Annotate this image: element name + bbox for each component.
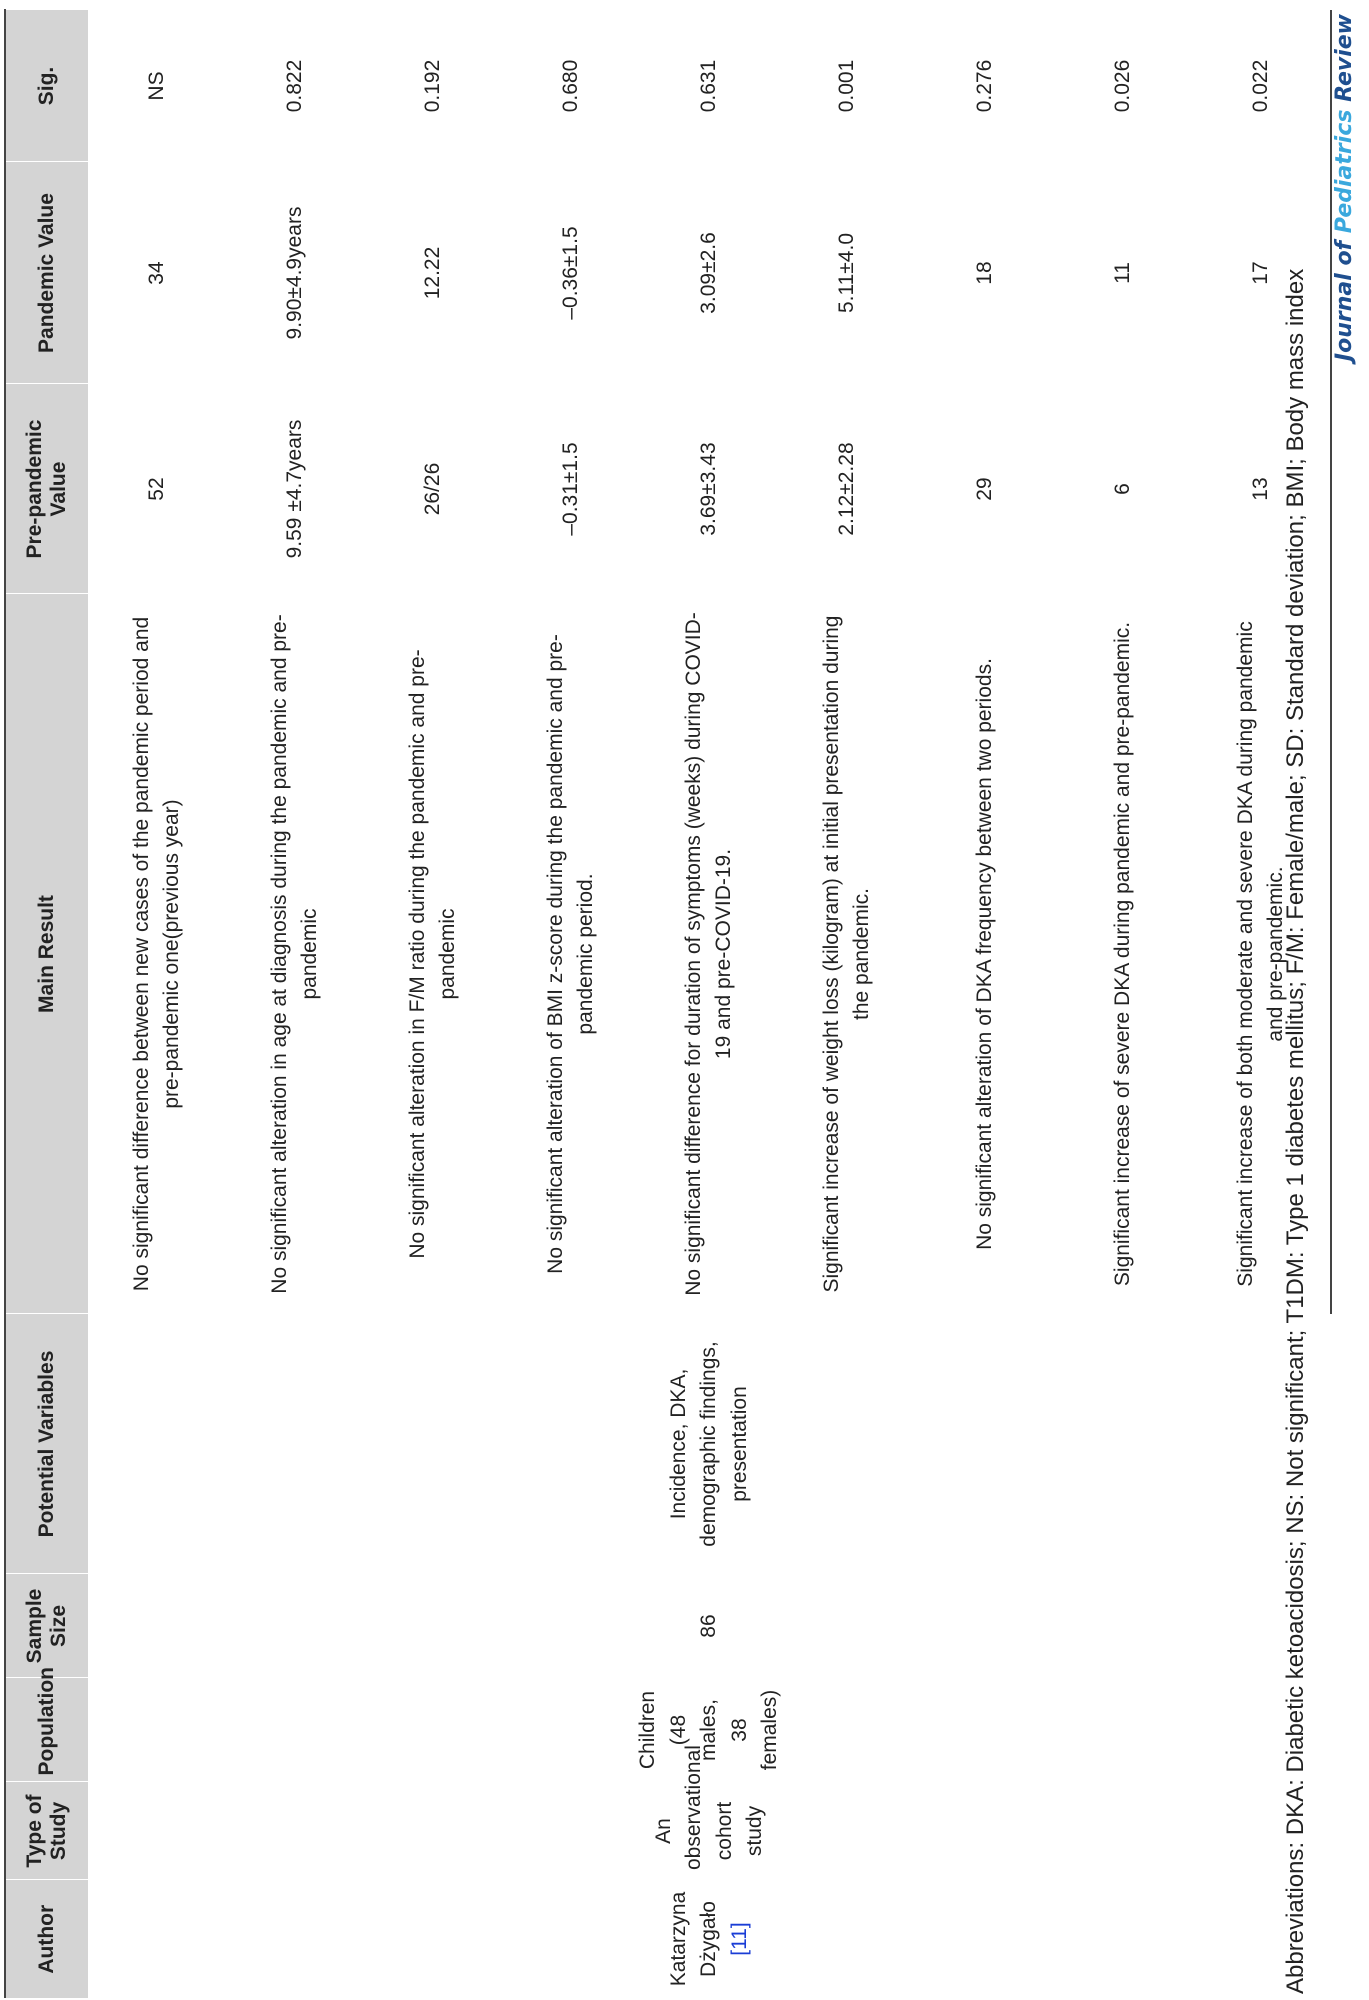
sig-cell: 0.022 bbox=[1192, 10, 1331, 162]
table-row bbox=[88, 10, 226, 1998]
pandemic-value-cell: 12.22 bbox=[420, 246, 444, 300]
pre-pandemic-value-cell: 13 bbox=[1192, 384, 1331, 594]
potential-variables-cell: Incidence, DKA, demographic findings, presentation bbox=[666, 1341, 751, 1547]
pre-pandemic-value-cell: 29 bbox=[972, 477, 996, 501]
main-result-cell: Significant increase of both moderate and severe DKA during pandemic and pre-pandemic. bbox=[1192, 594, 1331, 1314]
main-result-cell: Significant increase of severe DKA during pandemic and pre-pandemic. bbox=[1110, 621, 1134, 1287]
pre-pandemic-value-cell: 6 bbox=[1110, 483, 1134, 495]
header-sample-size: Sample Size bbox=[5, 1574, 88, 1678]
pre-pandemic-value-cell: 9.59 ±4.7years bbox=[282, 419, 306, 559]
pandemic-value-cell: 5.11±4.0 bbox=[834, 232, 858, 314]
pandemic-value-cell: 18 bbox=[972, 261, 996, 285]
header-author: Author bbox=[5, 1880, 88, 1998]
author-cell bbox=[88, 1880, 1331, 1998]
abbreviations-footnote: Abbreviations: DKA: Diabetic ketoacidosis; NS: Not significant; T1DM: Type 1 diabetes mellitus; F/M: Female/male; SD: Standard deviation; BMI; Body mass index bbox=[1282, 268, 1309, 1994]
sig-cell: 0.822 bbox=[282, 59, 306, 113]
sig-cell: 0.680 bbox=[558, 59, 582, 113]
type-of-study-cell: An observational cohort study bbox=[651, 1745, 766, 1870]
header-pre-pandemic-value: Pre-pandemic Value bbox=[5, 384, 88, 594]
journal-logo-prefix: Journal of bbox=[1332, 233, 1357, 362]
sig-cell: NS bbox=[144, 71, 168, 101]
population-cell: Children (48 males, 38 females) bbox=[636, 1689, 782, 1771]
header-main-result: Main Result bbox=[5, 594, 88, 1314]
pre-pandemic-value-cell: 52 bbox=[144, 477, 168, 501]
main-result-cell: No significant alteration of BMI z-score during the pandemic and pre-pandemic period. bbox=[543, 634, 597, 1274]
journal-logo-accent: Pediatrics bbox=[1332, 109, 1357, 234]
sig-cell: 0.026 bbox=[1110, 59, 1134, 113]
pre-pandemic-value-cell: 26/26 bbox=[420, 462, 444, 516]
pandemic-value-cell: 9.90±4.9years bbox=[282, 206, 306, 340]
main-result-cell: No significant alteration in age at diagnosis during the pandemic and pre-pandemic bbox=[267, 614, 321, 1294]
header-potential-variables: Potential Variables bbox=[5, 1314, 88, 1574]
pandemic-value-cell: 17 bbox=[1192, 162, 1331, 384]
pre-pandemic-value-cell: 2.12±2.28 bbox=[834, 442, 858, 536]
main-result-cell: No significant difference for duration of symptoms (weeks) during COVID-19 and pre-COVID-19. bbox=[681, 612, 735, 1296]
citation-link[interactable]: [11] bbox=[727, 1922, 751, 1956]
sample-size-cell: 86 bbox=[697, 1614, 721, 1638]
pandemic-value-cell: 11 bbox=[1110, 262, 1134, 284]
sig-cell: 0.192 bbox=[420, 59, 444, 113]
header-type-of-study: Type of Study bbox=[5, 1782, 88, 1880]
results-table bbox=[4, 10, 1332, 1999]
header-sig: Sig. bbox=[5, 10, 88, 162]
main-result-cell: No significant alteration of DKA frequency between two periods. bbox=[972, 658, 996, 1250]
main-result-cell: Significant increase of weight loss (kilogram) at initial presentation during the pandemic. bbox=[819, 615, 873, 1293]
journal-logo bbox=[1332, 14, 1357, 361]
sig-cell: 0.001 bbox=[834, 59, 858, 113]
main-result-cell: No significant alteration in F/M ratio during the pandemic and pre-pandemic bbox=[405, 649, 459, 1259]
sig-cell: 0.631 bbox=[696, 59, 720, 113]
header-pandemic-value: Pandemic Value bbox=[5, 162, 88, 384]
sig-cell: 0.276 bbox=[972, 59, 996, 113]
pre-pandemic-value-cell: –0.31±1.5 bbox=[558, 442, 582, 536]
pandemic-value-cell: 34 bbox=[144, 261, 168, 285]
table-header-row bbox=[5, 10, 88, 1998]
author-name: Katarzyna Dżygało bbox=[666, 1891, 721, 1987]
journal-logo-suffix: Review bbox=[1332, 14, 1357, 110]
pandemic-value-cell: 3.09±2.6 bbox=[696, 232, 720, 314]
main-result-cell: No significant difference between new cases of the pandemic period and pre-pandemic one(previous year) bbox=[129, 616, 183, 1292]
pandemic-value-cell: –0.36±1.5 bbox=[558, 226, 582, 320]
header-population: Population bbox=[5, 1678, 88, 1782]
pre-pandemic-value-cell: 3.69±3.43 bbox=[696, 442, 720, 536]
